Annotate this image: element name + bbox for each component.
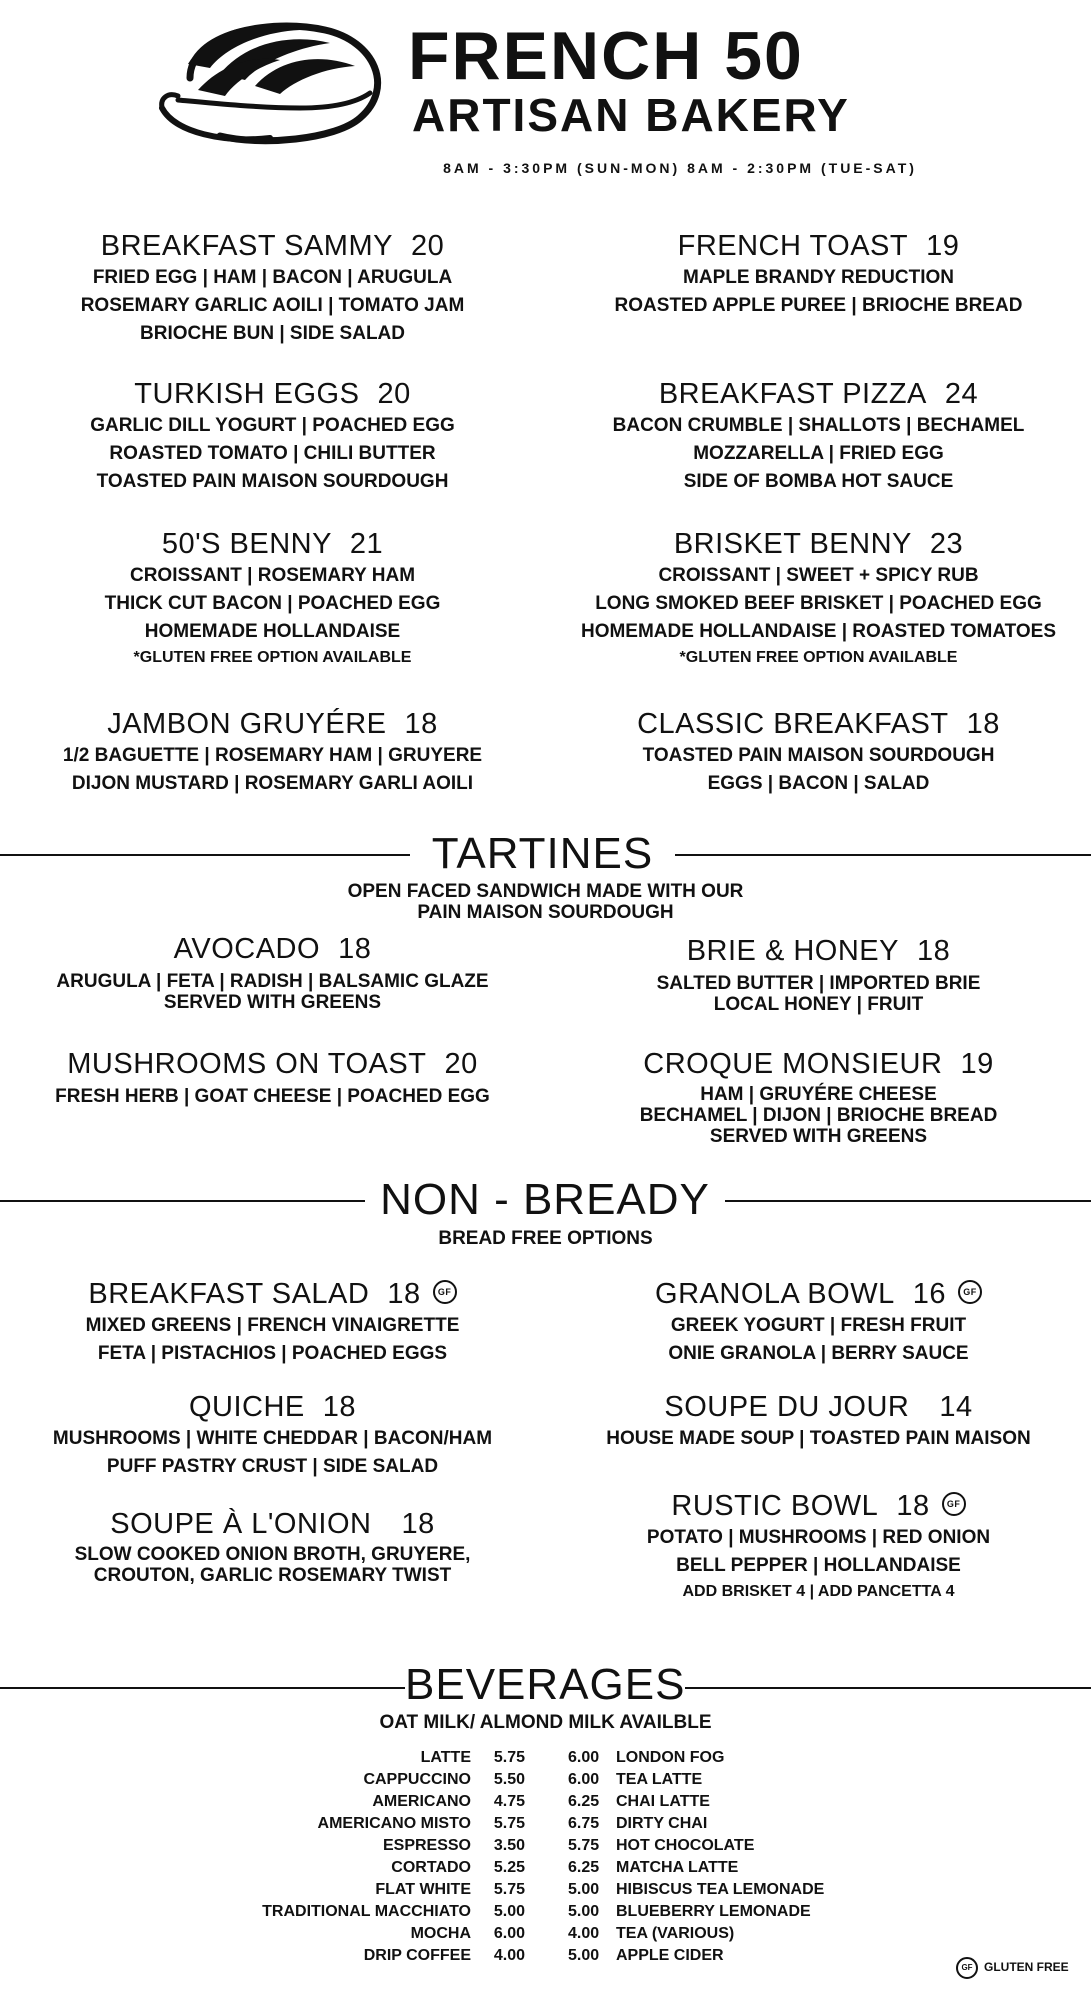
menu-item (0, 526, 545, 670)
item-name: CLASSIC BREAKFAST (637, 708, 949, 740)
menu-item (546, 526, 1091, 670)
item-price: 16 (912, 1278, 946, 1310)
beverage-list-left (262, 1747, 525, 1967)
item-desc: MOZZARELLA | FRIED EGG (693, 443, 944, 464)
item-desc: LONG SMOKED BEEF BRISKET | POACHED EGG (595, 593, 1042, 614)
beverage-name: FLAT WHITE (375, 1881, 471, 1898)
beverage-name: DRIP COFFEE (363, 1947, 471, 1964)
beverage-row (568, 1813, 824, 1835)
menu-item (546, 1276, 1091, 1368)
beverage-name: AMERICANO MISTO (317, 1815, 471, 1832)
subtitle-line: PAIN MAISON SOURDOUGH (417, 902, 674, 923)
beverage-price: 5.75 (493, 1749, 525, 1766)
beverage-row (262, 1857, 525, 1879)
item-desc: BECHAMEL | DIJON | BRIOCHE BREAD (639, 1105, 998, 1126)
beverage-name: HIBISCUS TEA LEMONADE (616, 1881, 825, 1898)
beverage-price: 4.00 (493, 1947, 525, 1964)
beverage-price: 5.75 (568, 1837, 600, 1854)
divider (0, 1687, 405, 1689)
beverage-row (262, 1923, 525, 1945)
menu-item (0, 228, 545, 348)
beverage-name: CORTADO (391, 1859, 471, 1876)
item-price: 18 (917, 935, 951, 967)
beverage-price: 6.25 (568, 1793, 600, 1810)
beverage-row (262, 1791, 525, 1813)
beverage-price: 6.00 (493, 1925, 525, 1942)
menu-item (546, 706, 1091, 798)
item-note: *GLUTEN FREE OPTION AVAILABLE (133, 649, 412, 666)
item-desc: DIJON MUSTARD | ROSEMARY GARLI AOILI (71, 773, 474, 794)
item-desc: FRIED EGG | HAM | BACON | ARUGULA (92, 267, 453, 288)
item-name: RUSTIC BOWL (671, 1490, 879, 1522)
item-desc: MUSHROOMS | WHITE CHEDDAR | BACON/HAM (52, 1428, 493, 1449)
beverage-row (568, 1769, 824, 1791)
section-title-beverages: BEVERAGES (405, 1660, 686, 1709)
item-desc: 1/2 BAGUETTE | ROSEMARY HAM | GRUYERE (62, 745, 483, 766)
item-desc: POTATO | MUSHROOMS | RED ONION (646, 1527, 991, 1548)
item-desc: ROSEMARY GARLIC AOILI | TOMATO JAM (80, 295, 465, 316)
beverage-price: 5.75 (493, 1815, 525, 1832)
beverage-price: 6.75 (568, 1815, 600, 1832)
beverage-row (568, 1901, 824, 1923)
gluten-free-badge: GF (433, 1280, 457, 1304)
beverage-price: 6.00 (568, 1749, 600, 1766)
beverage-price: 4.00 (568, 1925, 600, 1942)
beverage-price: 5.00 (568, 1903, 600, 1920)
item-desc: CROUTON, GARLIC ROSEMARY TWIST (93, 1565, 452, 1586)
item-desc: FRESH HERB | GOAT CHEESE | POACHED EGG (55, 1086, 490, 1107)
item-price: 14 (939, 1391, 973, 1423)
item-desc: MIXED GREENS | FRENCH VINAIGRETTE (85, 1315, 460, 1336)
beverage-list-right (568, 1747, 824, 1967)
beverage-name: LONDON FOG (616, 1749, 725, 1766)
item-desc: ROASTED APPLE PUREE | BRIOCHE BREAD (614, 295, 1023, 316)
item-desc: ONIE GRANOLA | BERRY SAUCE (668, 1343, 969, 1364)
divider (685, 1687, 1091, 1689)
beverage-row (262, 1835, 525, 1857)
beverage-row (568, 1791, 824, 1813)
beverage-name: TRADITIONAL MACCHIATO (262, 1903, 471, 1920)
beverage-row (568, 1835, 824, 1857)
item-desc: TOASTED PAIN MAISON SOURDOUGH (642, 745, 995, 766)
menu-item (0, 706, 545, 798)
item-desc: BELL PEPPER | HOLLANDAISE (676, 1555, 961, 1576)
beverage-price: 4.75 (493, 1793, 525, 1810)
section-subtitle: OAT MILK/ ALMOND MILK AVAILBLE (379, 1712, 712, 1733)
item-name: QUICHE (188, 1391, 305, 1423)
beverage-row (262, 1879, 525, 1901)
section-title-tartines: TARTINES (431, 829, 654, 878)
item-note: ADD BRISKET 4 | ADD PANCETTA 4 (682, 1583, 955, 1600)
item-name: SOUPE DU JOUR (664, 1391, 910, 1423)
divider (0, 854, 410, 856)
menu-item (546, 228, 1091, 320)
item-price: 18 (404, 708, 438, 740)
beverage-price: 5.75 (493, 1881, 525, 1898)
item-desc: CROISSANT | ROSEMARY HAM (129, 565, 416, 586)
gluten-free-badge: GF (958, 1280, 982, 1304)
gluten-free-badge: GF (942, 1492, 966, 1516)
beverage-row (568, 1879, 824, 1901)
beverage-row (262, 1945, 525, 1967)
item-name: GRANOLA BOWL (655, 1278, 895, 1310)
beverage-name: MATCHA LATTE (616, 1859, 739, 1876)
beverage-price: 6.00 (568, 1771, 600, 1788)
item-name: AVOCADO (173, 933, 321, 965)
item-desc: FETA | PISTACHIOS | POACHED EGGS (97, 1343, 448, 1364)
item-price: 19 (960, 1048, 994, 1080)
item-price: 20 (410, 230, 445, 262)
item-price: 18 (387, 1278, 421, 1310)
item-price: 18 (401, 1508, 435, 1540)
item-name: BRIE & HONEY (686, 935, 899, 967)
logo (150, 8, 390, 148)
item-desc: PUFF PASTRY CRUST | SIDE SALAD (106, 1456, 439, 1477)
item-desc: LOCAL HONEY | FRUIT (713, 994, 924, 1015)
item-desc: HOMEMADE HOLLANDAISE (144, 621, 401, 642)
beverage-row (568, 1857, 824, 1879)
gluten-free-icon: GF (956, 1957, 978, 1979)
menu-item (546, 933, 1091, 1015)
menu-item (0, 1276, 545, 1368)
item-desc: SIDE OF BOMBA HOT SAUCE (683, 471, 954, 492)
item-desc: GREEK YOGURT | FRESH FRUIT (670, 1315, 967, 1336)
item-price: 18 (338, 933, 372, 965)
menu-item (546, 1389, 1091, 1453)
item-name: JAMBON GRUYÉRE (107, 708, 387, 740)
beverage-price: 5.00 (568, 1881, 600, 1898)
item-desc: CROISSANT | SWEET + SPICY RUB (658, 565, 979, 586)
beverage-row (262, 1769, 525, 1791)
item-desc: GARLIC DILL YOGURT | POACHED EGG (90, 415, 455, 436)
item-price: 20 (444, 1048, 478, 1080)
item-desc: SERVED WITH GREENS (709, 1126, 928, 1147)
menu-item (0, 1506, 545, 1586)
item-note: *GLUTEN FREE OPTION AVAILABLE (679, 649, 958, 666)
beverage-row (262, 1901, 525, 1923)
item-price: 18 (896, 1490, 930, 1522)
beverage-price: 5.00 (493, 1903, 525, 1920)
item-price: 18 (966, 708, 1000, 740)
beverage-name: TEA LATTE (616, 1771, 703, 1788)
beverage-name: BLUEBERRY LEMONADE (616, 1903, 811, 1920)
beverage-row (568, 1747, 824, 1769)
bread-loaf-icon (150, 8, 390, 148)
beverage-name: TEA (VARIOUS) (616, 1925, 735, 1942)
beverage-price: 5.25 (493, 1859, 525, 1876)
item-desc: SLOW COOKED ONION BROTH, GRUYERE, (74, 1544, 471, 1565)
item-desc: HOMEMADE HOLLANDAISE | ROASTED TOMATOES (580, 621, 1057, 642)
beverage-price: 5.00 (568, 1947, 600, 1964)
item-desc: ROASTED TOMATO | CHILI BUTTER (109, 443, 436, 464)
gluten-free-legend (956, 1957, 1069, 1979)
item-price: 24 (944, 378, 979, 410)
restaurant-subtitle: ARTISAN BAKERY (412, 89, 850, 141)
item-desc: THICK CUT BACON | POACHED EGG (104, 593, 441, 614)
beverage-price: 6.25 (568, 1859, 600, 1876)
section-subtitle: BREAD FREE OPTIONS (438, 1228, 653, 1249)
beverage-name: MOCHA (410, 1925, 471, 1942)
item-name: TURKISH EGGS (134, 378, 360, 410)
legend-label: GLUTEN FREE (984, 1960, 1069, 1975)
beverage-name: LATTE (420, 1749, 471, 1766)
menu-item (0, 376, 545, 496)
menu-item (546, 376, 1091, 496)
menu-item (546, 1046, 1091, 1147)
beverage-name: DIRTY CHAI (616, 1815, 708, 1832)
item-name: CROQUE MONSIEUR (643, 1048, 943, 1080)
beverage-name: ESPRESSO (382, 1837, 471, 1854)
item-price: 23 (929, 528, 964, 560)
beverage-name: AMERICANO (372, 1793, 471, 1810)
item-price: 21 (349, 528, 384, 560)
beverage-name: CAPPUCCINO (363, 1771, 471, 1788)
beverage-row (262, 1813, 525, 1835)
item-desc: BACON CRUMBLE | SHALLOTS | BECHAMEL (612, 415, 1025, 436)
item-desc: EGGS | BACON | SALAD (707, 773, 930, 794)
opening-hours: 8AM - 3:30PM (SUN-MON) 8AM - 2:30PM (TUE-SAT) (443, 160, 917, 176)
item-desc: MAPLE BRANDY REDUCTION (683, 267, 954, 288)
beverage-name: CHAI LATTE (616, 1793, 710, 1810)
item-price: 19 (926, 230, 960, 262)
item-name: BREAKFAST SAMMY (100, 230, 393, 262)
menu-item (0, 1046, 545, 1107)
item-name: BRISKET BENNY (673, 528, 912, 560)
divider (725, 1200, 1091, 1202)
item-price: 18 (322, 1391, 357, 1423)
item-name: SOUPE À L'ONION (110, 1508, 372, 1540)
item-desc: HOUSE MADE SOUP | TOASTED PAIN MAISON (606, 1428, 1031, 1449)
item-name: FRENCH TOAST (677, 230, 909, 262)
item-desc: BRIOCHE BUN | SIDE SALAD (140, 323, 405, 344)
beverage-price: 5.50 (493, 1771, 525, 1788)
divider (675, 854, 1091, 856)
item-desc: SALTED BUTTER | IMPORTED BRIE (656, 973, 981, 994)
divider (0, 1200, 365, 1202)
beverage-row (568, 1923, 824, 1945)
menu-item (0, 931, 545, 1013)
restaurant-name: FRENCH 50 (408, 18, 804, 94)
item-price: 20 (377, 378, 411, 410)
item-name: BREAKFAST PIZZA (658, 378, 927, 410)
beverage-name: HOT CHOCOLATE (616, 1837, 755, 1854)
item-desc: SERVED WITH GREENS (163, 992, 382, 1013)
section-title-non-bready: NON - BREADY (380, 1175, 710, 1224)
beverage-name: APPLE CIDER (616, 1947, 724, 1964)
item-desc: ARUGULA | FETA | RADISH | BALSAMIC GLAZE (56, 971, 489, 992)
item-desc: HAM | GRUYÉRE CHEESE (700, 1084, 937, 1105)
beverage-row (568, 1945, 824, 1967)
beverage-price: 3.50 (493, 1837, 525, 1854)
section-subtitle (0, 881, 1091, 923)
subtitle-line: OPEN FACED SANDWICH MADE WITH OUR (347, 881, 744, 902)
menu-item (0, 1389, 545, 1481)
menu-item (546, 1488, 1091, 1604)
item-name: MUSHROOMS ON TOAST (67, 1048, 427, 1080)
item-name: BREAKFAST SALAD (88, 1278, 370, 1310)
item-name: 50'S BENNY (161, 528, 332, 560)
beverage-row (262, 1747, 525, 1769)
item-desc: TOASTED PAIN MAISON SOURDOUGH (96, 471, 449, 492)
